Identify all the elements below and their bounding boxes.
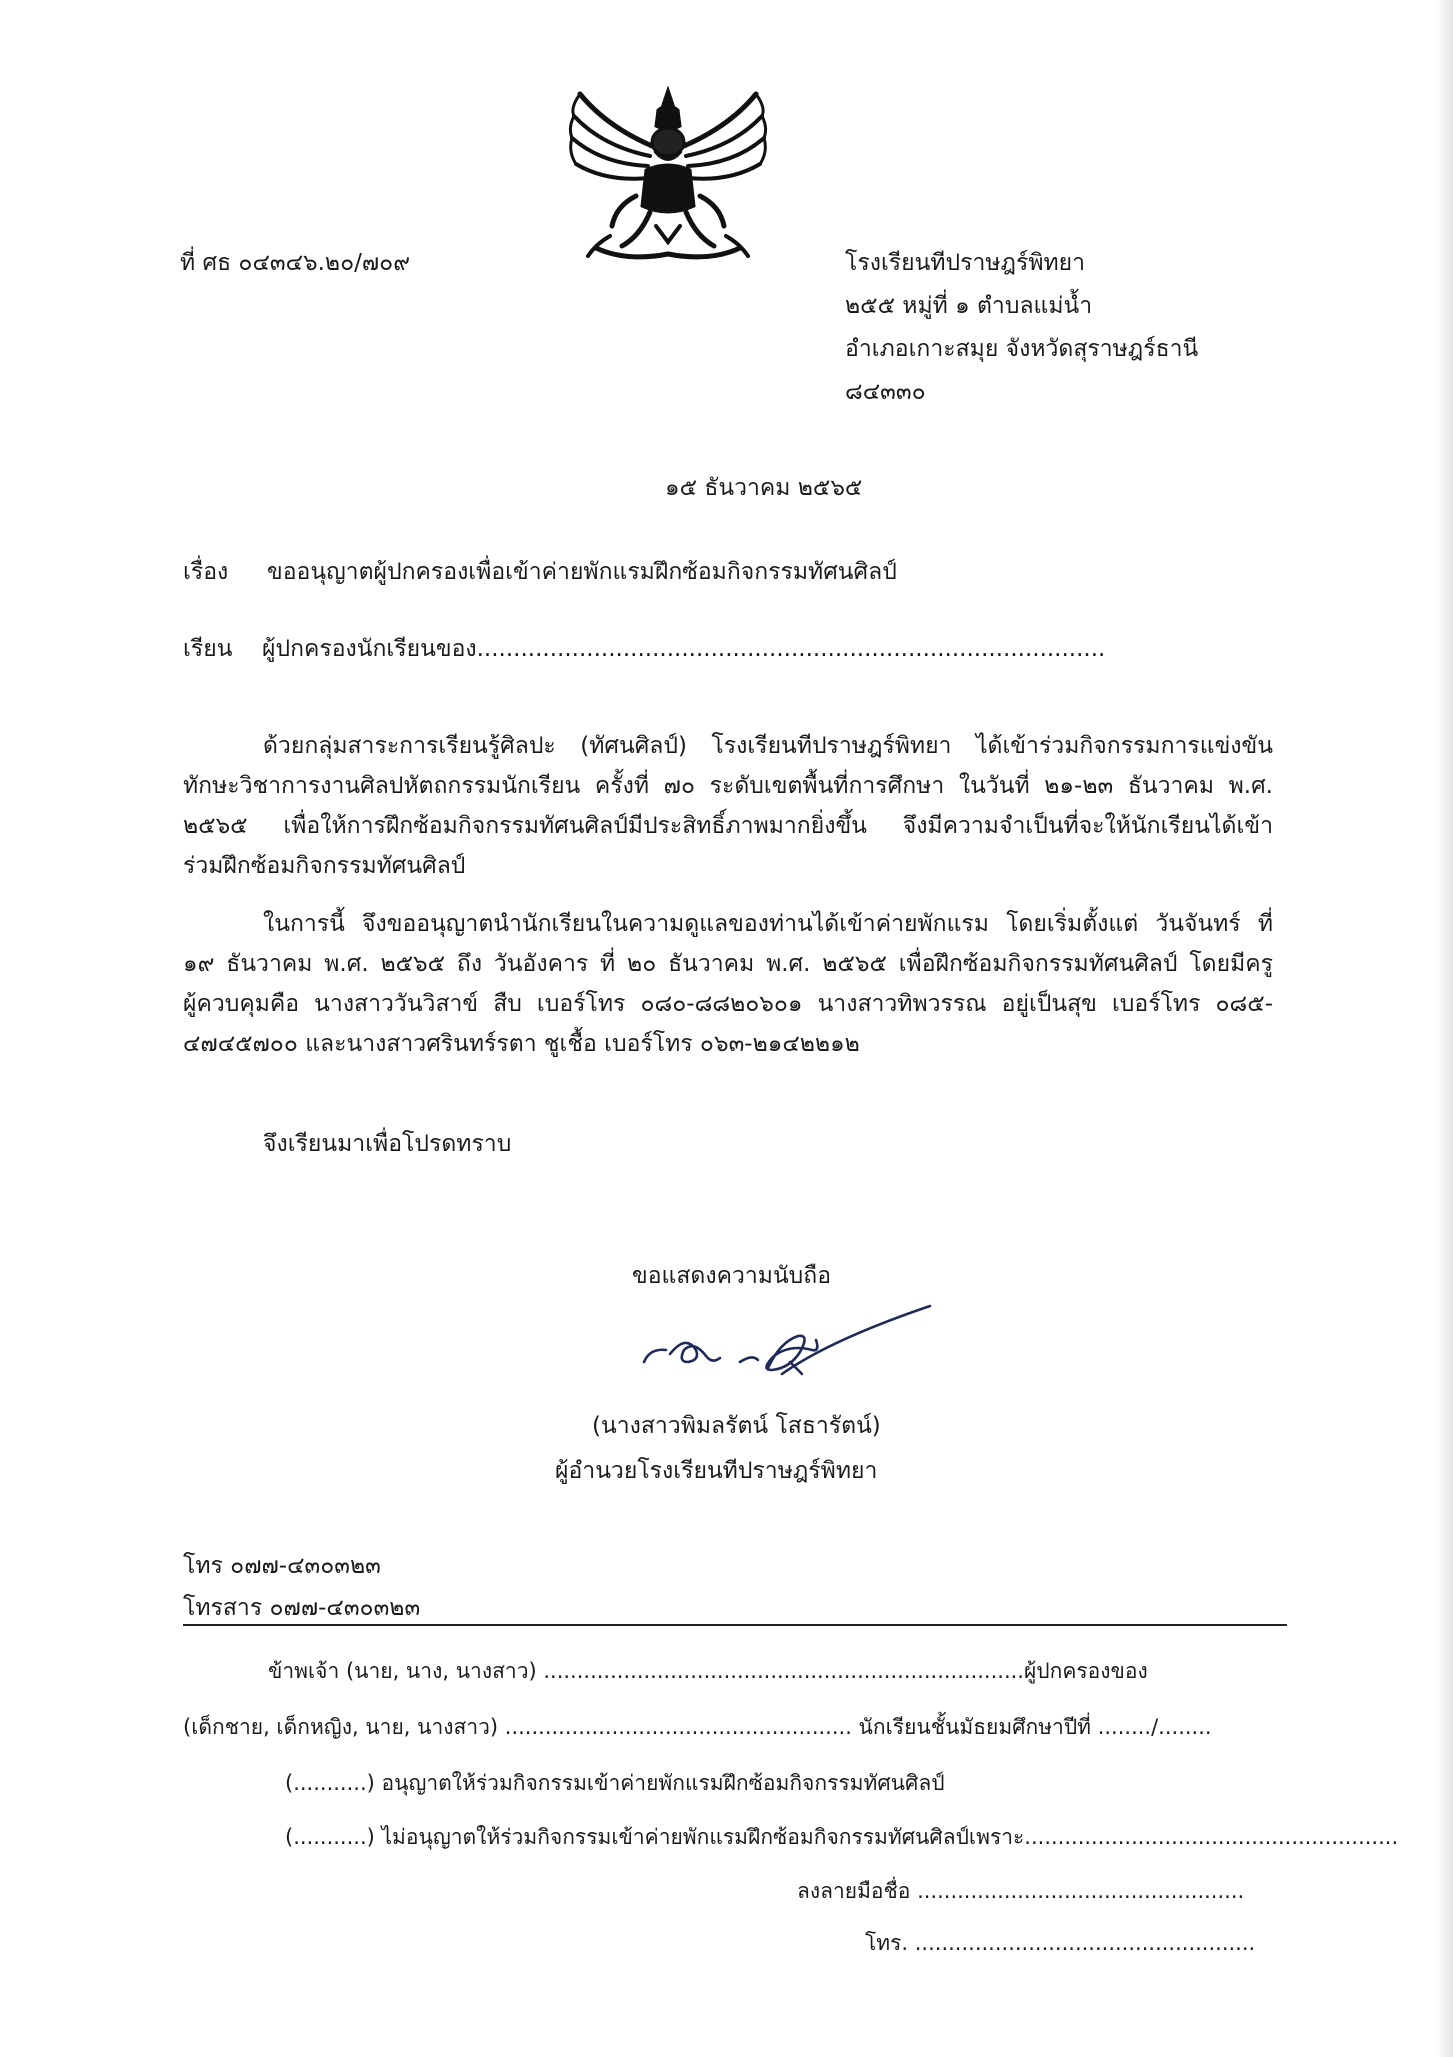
paragraph-line: ผู้ควบคุมคือ นางสาววันวิสาข์ สืบ เบอร์โทร ๐๘๐-๘๘๒๐๖๐๑ นางสาวทิพวรรณ อยู่เป็นสุข เบอร์โทร ๐๘๕- xyxy=(183,991,1273,1017)
reference-number: ที่ ศธ ๐๔๓๔๖.๒๐/๗๐๙ xyxy=(180,250,411,276)
handwritten-signature xyxy=(640,1300,940,1390)
sender-address-line: ๒๕๕ หมู่ที่ ๑ ตำบลแม่น้ำ xyxy=(845,293,1093,319)
body-paragraph-2 xyxy=(183,904,1273,1064)
school-fax: โทรสาร ๐๗๗-๔๓๐๓๒๓ xyxy=(183,1595,421,1621)
garuda-emblem-icon xyxy=(566,86,771,268)
paragraph-line: ด้วยกลุ่มสาระการเรียนรู้ศิลปะ (ทัศนศิลป์) โรงเรียนทีปราษฎร์พิทยา ได้เข้าร่วมกิจกรรมการแข่งขัน xyxy=(263,733,1273,759)
closing-text: จึงเรียนมาเพื่อโปรดทราบ xyxy=(263,1131,512,1157)
school-phone: โทร ๐๗๗-๔๓๐๓๒๓ xyxy=(183,1553,381,1579)
subject-text: ขออนุญาตผู้ปกครองเพื่อเข้าค่ายพักแรมฝึกซ้อมกิจกรรมทัศนศิลป์ xyxy=(267,559,897,585)
form-option-deny: (...........) ไม่อนุญาตให้ร่วมกิจกรรมเข้าค่ายพักแรมฝึกซ้อมกิจกรรมทัศนศิลป์เพราะ........................................................ xyxy=(285,1825,1399,1849)
form-option-allow: (...........) อนุญาตให้ร่วมกิจกรรมเข้าค่ายพักแรมฝึกซ้อมกิจกรรมทัศนศิลป์ xyxy=(285,1771,945,1795)
letter-date: ๑๕ ธันวาคม ๒๕๖๕ xyxy=(665,475,863,501)
paragraph-line: ๒๕๖๕ เพื่อให้การฝึกซ้อมกิจกรรมทัศนศิลป์มีประสิทธิ์ภาพมากยิ่งขึ้น จึงมีความจำเป็นที่จะให้นักเรียนได้เข้า xyxy=(183,813,1273,839)
form-student-line: (เด็กชาย, เด็กหญิง, นาย, นางสาว) .................................................... นักเรียนชั้นมัธยมศึกษาปีที่ ......../........ xyxy=(183,1715,1212,1739)
paragraph-line: ทักษะวิชาการงานศิลปหัตถกรรมนักเรียน ครั้งที่ ๗๐ ระดับเขตพื้นที่การศึกษา ในวันที่ ๒๑-๒๓ ธันวาคม พ.ศ. xyxy=(183,773,1273,799)
paragraph-line: ในการนี้ จึงขออนุญาตนำนักเรียนในความดูแลของท่านได้เข้าค่ายพักแรม โดยเริ่มตั้งแต่ วันจันทร์ ที่ xyxy=(263,911,1273,937)
sender-postal-code: ๘๔๓๓๐ xyxy=(845,379,926,405)
paragraph-line: ๑๙ ธันวาคม พ.ศ. ๒๕๖๕ ถึง วันอังคาร ที่ ๒๐ ธันวาคม พ.ศ. ๒๕๖๕ เพื่อฝึกซ้อมกิจกรรมทัศนศิลป์ โดยมีครู xyxy=(183,951,1273,977)
sender-school-name: โรงเรียนทีปราษฎร์พิทยา xyxy=(845,250,1086,276)
form-guardian-line: ข้าพเจ้า (นาย, นาง, นางสาว) ........................................................................ผู้ปกครองของ xyxy=(268,1659,1148,1683)
signatory-name: (นางสาวพิมลรัตน์ โสธารัตน์) xyxy=(592,1413,881,1439)
form-phone-line: โทร. ................................................... xyxy=(865,1931,1256,1955)
divider-line xyxy=(183,1624,1287,1626)
sender-address-line: อำเภอเกาะสมุย จังหวัดสุราษฎร์ธานี xyxy=(845,336,1199,362)
page-edge-shadow xyxy=(1435,0,1453,2057)
signatory-title: ผู้อำนวยโรงเรียนทีปราษฎร์พิทยา xyxy=(555,1458,878,1484)
paragraph-line: ร่วมฝึกซ้อมกิจกรรมทัศนศิลป์ xyxy=(183,853,466,879)
regards-text: ขอแสดงความนับถือ xyxy=(632,1263,832,1289)
body-paragraph-1 xyxy=(183,726,1273,886)
subject-label: เรื่อง xyxy=(183,559,229,585)
recipient-label: เรียน xyxy=(183,636,233,662)
paragraph-line: ๔๗๔๕๗๐๐ และนางสาวศรินทร์รตา ชูเชื้อ เบอร์โทร ๐๖๓-๒๑๔๒๒๑๒ xyxy=(183,1031,860,1057)
form-signature-line: ลงลายมือชื่อ ................................................. xyxy=(797,1879,1245,1903)
recipient-text: ผู้ปกครองนักเรียนของ...................................................................................... xyxy=(262,636,1106,662)
